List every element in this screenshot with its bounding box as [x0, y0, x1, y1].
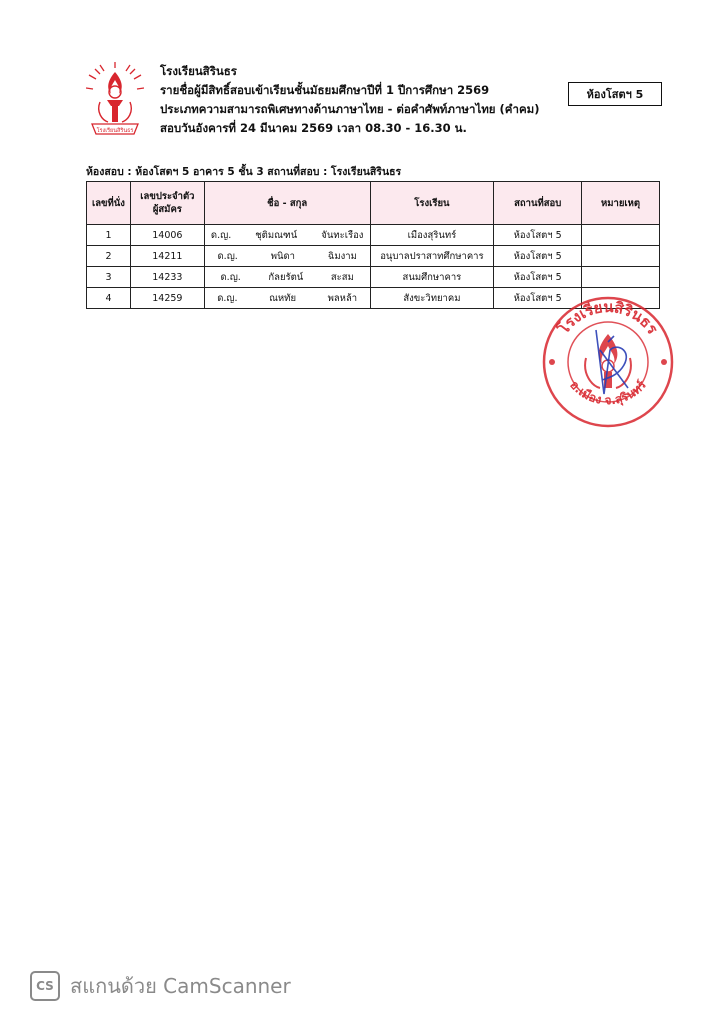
header-name: ชื่อ - สกุล	[204, 182, 370, 225]
header-applicant-id-line2: ผู้สมัคร	[152, 204, 182, 215]
title-line-2: ประเภทความสามารถพิเศษทางด้านภาษาไทย - ต่อคำศัพท์ภาษาไทย (คำคม)	[160, 102, 540, 116]
cell-id: 14259	[130, 288, 204, 309]
table-row	[87, 267, 660, 288]
header-location: สถานที่สอบ	[494, 182, 582, 225]
document-header	[160, 62, 539, 138]
cell-location: ห้องโสตฯ 5	[494, 267, 582, 288]
header-remark: หมายเหตุ	[582, 182, 660, 225]
cell-remark	[582, 267, 660, 288]
exam-room-info: ห้องสอบ : ห้องโสตฯ 5 อาคาร 5 ชั้น 3 สถานที่สอบ : โรงเรียนสิรินธร	[86, 166, 402, 178]
table-header-row	[87, 182, 660, 225]
cell-id: 14233	[130, 267, 204, 288]
name-first: ชุติมณฑน์	[255, 229, 298, 241]
header-applicant-id	[130, 182, 204, 225]
name-first: กัลยรัตน์	[268, 271, 304, 283]
cell-name	[204, 246, 370, 267]
svg-text:โรงเรียนสิรินธร: โรงเรียนสิรินธร	[554, 297, 662, 338]
name-first: ณหทัย	[269, 292, 297, 304]
cell-location: ห้องโสตฯ 5	[494, 225, 582, 246]
name-last: จันทะเรือง	[321, 229, 364, 241]
school-name: โรงเรียนสิรินธร	[160, 64, 237, 78]
cell-school: สังขะวิทยาคม	[370, 288, 494, 309]
name-prefix: ด.ญ.	[217, 250, 238, 262]
camscanner-logo-icon: CS	[30, 971, 60, 1001]
header-school: โรงเรียน	[370, 182, 494, 225]
cell-seat: 2	[87, 246, 131, 267]
svg-text:โรงเรียนสิรินธร: โรงเรียนสิรินธร	[96, 128, 134, 134]
cell-location: ห้องโสตฯ 5	[494, 246, 582, 267]
cell-school: สนมศึกษาคาร	[370, 267, 494, 288]
name-first: พนิดา	[270, 250, 295, 262]
name-last: พลหล้า	[327, 292, 358, 304]
cell-name	[204, 225, 370, 246]
room-label-box: ห้องโสตฯ 5	[568, 82, 662, 106]
cell-seat: 3	[87, 267, 131, 288]
name-prefix: ด.ญ.	[217, 292, 238, 304]
camscanner-text: สแกนด้วย CamScanner	[70, 974, 291, 998]
table-row	[87, 246, 660, 267]
cell-school: เมืองสุรินทร์	[370, 225, 494, 246]
cell-remark	[582, 225, 660, 246]
title-line-3: สอบวันอังคารที่ 24 มีนาคม 2569 เวลา 08.30 - 16.30 น.	[160, 121, 467, 135]
cell-remark	[582, 246, 660, 267]
cell-id: 14211	[130, 246, 204, 267]
cell-id: 14006	[130, 225, 204, 246]
header-seat: เลขที่นั่ง	[87, 182, 131, 225]
name-prefix: ด.ญ.	[210, 229, 232, 241]
cell-location: ห้องโสตฯ 5	[494, 288, 582, 309]
camscanner-watermark	[30, 970, 291, 1002]
cell-seat: 1	[87, 225, 131, 246]
cell-name	[204, 288, 370, 309]
cell-name	[204, 267, 370, 288]
name-last: ฉิมงาม	[327, 250, 357, 262]
cell-seat: 4	[87, 288, 131, 309]
cell-school: อนุบาลปราสาทศึกษาคาร	[370, 246, 494, 267]
title-line-1: รายชื่อผู้มีสิทธิ์สอบเข้าเรียนชั้นมัธยมศึกษาปีที่ 1 ปีการศึกษา 2569	[160, 83, 490, 97]
table-row	[87, 225, 660, 246]
school-seal-stamp	[538, 290, 678, 430]
name-last: สะสม	[330, 271, 354, 283]
name-prefix: ด.ญ.	[220, 271, 241, 283]
school-logo	[86, 62, 144, 140]
svg-text:อ.เมือง จ.สุรินทร์: อ.เมือง จ.สุรินทร์	[567, 377, 649, 408]
header-applicant-id-line1: เลขประจำตัว	[140, 191, 195, 202]
